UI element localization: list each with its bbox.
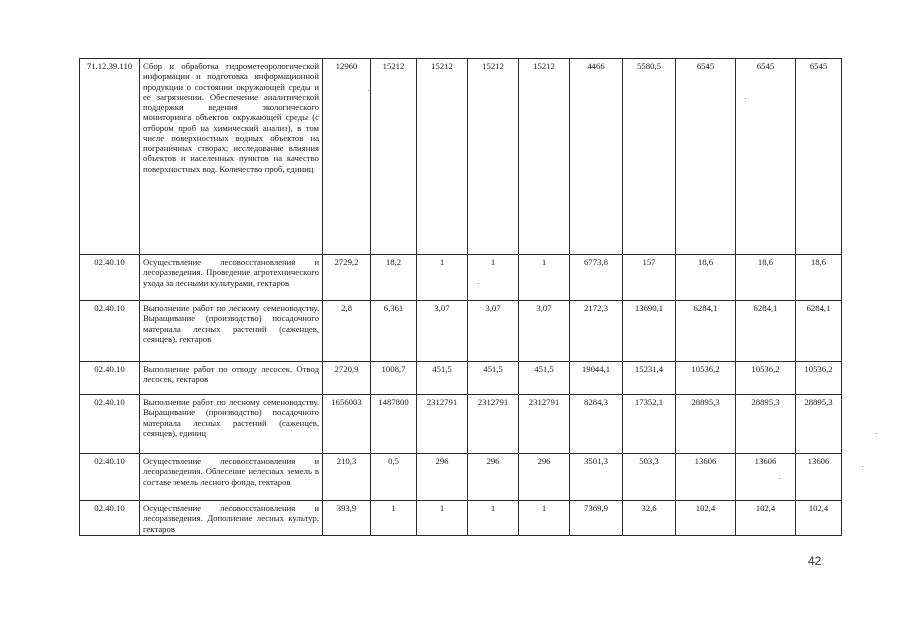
value-cell: 8284,3 bbox=[570, 395, 623, 454]
value-cell: 0,5 bbox=[371, 454, 417, 501]
table-row bbox=[80, 59, 842, 255]
service-description: Сбор и обработка гидрометеорологической информации и подготовка информационной продукции о состоянии окружающей среды и ее загрязнении. Обеспечение аналитической поддержки ведения экологического мониторинга объектов окружающей среды (с отбором проб на химический анализ), в том числе поверхностных водных объектов на пограничных створах; исследование влияния объектов и населенных пунктов на качество поверхностных вод. Количество проб, единиц bbox=[140, 59, 323, 255]
value-cell: 3501,3 bbox=[570, 454, 623, 501]
scan-speck bbox=[862, 466, 863, 467]
scan-speck bbox=[779, 478, 780, 479]
service-code: 02.40.10 bbox=[80, 454, 140, 501]
value-cell: 393,9 bbox=[323, 501, 371, 536]
service-description: Выполнение работ по отводу лесосек. Отвод лесосек, гектаров bbox=[140, 362, 323, 395]
value-cell: 296 bbox=[519, 454, 570, 501]
value-cell: 3,07 bbox=[468, 301, 519, 362]
scan-speck bbox=[478, 283, 479, 284]
value-cell: 1 bbox=[417, 255, 468, 301]
value-cell: 2720,9 bbox=[323, 362, 371, 395]
value-cell: 3,07 bbox=[519, 301, 570, 362]
value-cell: 1 bbox=[468, 501, 519, 536]
value-cell: 102,4 bbox=[796, 501, 842, 536]
service-description: Осуществление лесовосстановления и лесоразведения. Облесение нелесных земель в составе земель лесного фонда, гектаров bbox=[140, 454, 323, 501]
value-cell: 6284,1 bbox=[676, 301, 736, 362]
service-code: 02.40.10 bbox=[80, 501, 140, 536]
value-cell: 10536,2 bbox=[796, 362, 842, 395]
value-cell: 6545 bbox=[796, 59, 842, 255]
value-cell: 2172,3 bbox=[570, 301, 623, 362]
value-cell: 6284,1 bbox=[796, 301, 842, 362]
value-cell: 18,2 bbox=[371, 255, 417, 301]
value-cell: 13606 bbox=[736, 454, 796, 501]
value-cell: 15212 bbox=[371, 59, 417, 255]
value-cell: 102,4 bbox=[736, 501, 796, 536]
value-cell: 2729,2 bbox=[323, 255, 371, 301]
service-code: 02.40.10 bbox=[80, 255, 140, 301]
scan-speck bbox=[745, 98, 746, 99]
value-cell: 1 bbox=[371, 501, 417, 536]
value-cell: 28895,3 bbox=[736, 395, 796, 454]
value-cell: 6545 bbox=[676, 59, 736, 255]
value-cell: 13606 bbox=[676, 454, 736, 501]
value-cell: 451,5 bbox=[417, 362, 468, 395]
scan-speck bbox=[368, 90, 369, 91]
value-cell: 6,361 bbox=[371, 301, 417, 362]
value-cell: 12960 bbox=[323, 59, 371, 255]
value-cell: 15212 bbox=[417, 59, 468, 255]
value-cell: 503,3 bbox=[623, 454, 676, 501]
value-cell: 6545 bbox=[736, 59, 796, 255]
value-cell: 1 bbox=[519, 255, 570, 301]
service-description: Выполнение работ по лесному семеноводству. Выращивание (производство) посадочного материала лесных растений (саженцев, сеянцев), единиц bbox=[140, 395, 323, 454]
value-cell: 3,07 bbox=[417, 301, 468, 362]
table-row bbox=[80, 395, 842, 454]
value-cell: 6284,1 bbox=[736, 301, 796, 362]
value-cell: 5580,5 bbox=[623, 59, 676, 255]
value-cell: 15212 bbox=[519, 59, 570, 255]
value-cell: 32,6 bbox=[623, 501, 676, 536]
scan-speck bbox=[876, 433, 877, 434]
value-cell: 19044,1 bbox=[570, 362, 623, 395]
service-code: 02.40.10 bbox=[80, 301, 140, 362]
value-cell: 28895,3 bbox=[796, 395, 842, 454]
value-cell: 17352,1 bbox=[623, 395, 676, 454]
value-cell: 296 bbox=[417, 454, 468, 501]
value-cell: 10536,2 bbox=[736, 362, 796, 395]
value-cell: 13606 bbox=[796, 454, 842, 501]
table-body bbox=[80, 59, 842, 536]
value-cell: 10536,2 bbox=[676, 362, 736, 395]
value-cell: 6773,8 bbox=[570, 255, 623, 301]
page-number: 42 bbox=[808, 554, 822, 568]
service-code: 02.40.10 bbox=[80, 362, 140, 395]
value-cell: 15231,4 bbox=[623, 362, 676, 395]
value-cell: 451,5 bbox=[468, 362, 519, 395]
value-cell: 7369,9 bbox=[570, 501, 623, 536]
value-cell: 2312791 bbox=[468, 395, 519, 454]
value-cell: 15212 bbox=[468, 59, 519, 255]
service-description: Осуществление лесовосстановления и лесоразведения. Дополнение лесных культур, гектаров bbox=[140, 501, 323, 536]
table-row bbox=[80, 362, 842, 395]
value-cell: 18,6 bbox=[676, 255, 736, 301]
value-cell: 1 bbox=[417, 501, 468, 536]
service-description: Выполнение работ по лесному семеноводству. Выращивание (производство) посадочного материала лесных растений (саженцев, сеянцев), гектаров bbox=[140, 301, 323, 362]
value-cell: 18,6 bbox=[796, 255, 842, 301]
value-cell: 296 bbox=[468, 454, 519, 501]
value-cell: 210,3 bbox=[323, 454, 371, 501]
value-cell: 18,6 bbox=[736, 255, 796, 301]
value-cell: 2,8 bbox=[323, 301, 371, 362]
table-row bbox=[80, 255, 842, 301]
service-code: 02.40.10 bbox=[80, 395, 140, 454]
service-code: 71.12.39.110 bbox=[80, 59, 140, 255]
value-cell: 2312791 bbox=[417, 395, 468, 454]
value-cell: 1 bbox=[519, 501, 570, 536]
value-cell: 2312791 bbox=[519, 395, 570, 454]
budget-table bbox=[79, 58, 842, 536]
value-cell: 451,5 bbox=[519, 362, 570, 395]
table-row bbox=[80, 501, 842, 536]
value-cell: 1656003 bbox=[323, 395, 371, 454]
value-cell: 28895,3 bbox=[676, 395, 736, 454]
value-cell: 1008,7 bbox=[371, 362, 417, 395]
service-description: Осуществление лесовосстановления и лесоразведения. Проведение агротехнического ухода за лесными культурами, гектаров bbox=[140, 255, 323, 301]
value-cell: 102,4 bbox=[676, 501, 736, 536]
value-cell: 157 bbox=[623, 255, 676, 301]
value-cell: 1487800 bbox=[371, 395, 417, 454]
value-cell: 4466 bbox=[570, 59, 623, 255]
table-row bbox=[80, 301, 842, 362]
value-cell: 1 bbox=[468, 255, 519, 301]
value-cell: 13690,1 bbox=[623, 301, 676, 362]
table-row bbox=[80, 454, 842, 501]
